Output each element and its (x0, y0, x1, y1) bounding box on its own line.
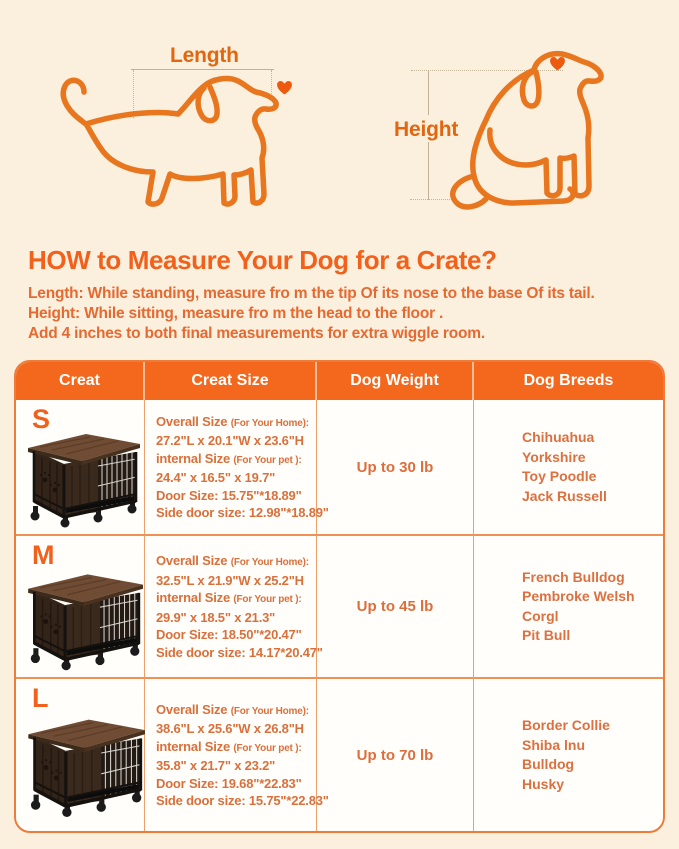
dog-weight-cell: Up to 45 lb (317, 536, 474, 679)
column-header-creat-size: Creat Size (145, 362, 317, 400)
page-title: HOW to Measure Your Dog for a Crate? (28, 245, 497, 275)
breed: Border Collie (522, 717, 610, 733)
crate-size-cell (145, 679, 329, 831)
breed: Pit Bull (522, 627, 571, 643)
instruction-length: Length: While standing, measure fro m the tip Of its nose to the base Of its tail. (28, 285, 595, 302)
door-size: Door Size: 19.68"*22.83" (156, 775, 302, 791)
size-letter: M (32, 540, 55, 570)
size-letter: L (32, 683, 49, 713)
overall-size-value: 27.2"L x 20.1"W x 23.6"H (156, 433, 304, 448)
crate-product-image (20, 568, 144, 672)
internal-size-paren: (For Your pet ): (233, 454, 302, 466)
side-door-size: Side door size: 12.98"*18.89" (156, 505, 329, 520)
dog-breeds-cell (474, 400, 663, 536)
internal-size-value: 29.9" x 18.5" x 21.3" (156, 609, 276, 625)
breed: Husky (522, 775, 565, 792)
overall-size-label: Overall Size (156, 553, 231, 568)
internal-size-value: 24.4" x 16.5" x 19.7" (156, 470, 276, 485)
crate-size-table (14, 360, 665, 833)
dog-weight-cell: Up to 70 lb (317, 679, 474, 831)
instruction-wiggle-room: Add 4 inches to both final measurements for extra wiggle room. (28, 325, 485, 342)
breed: Pembroke Welsh (522, 588, 635, 604)
side-door-size: Side door size: 15.75"*22.83" (156, 793, 329, 808)
door-size: Door Size: 15.75"*18.89" (156, 487, 302, 503)
sitting-dog-illustration (438, 48, 608, 213)
length-label: Length (170, 44, 239, 67)
heart-icon (276, 80, 293, 95)
overall-size-label: Overall Size (156, 413, 231, 429)
crate-cell (16, 536, 145, 679)
internal-size-label: internal Size (156, 738, 234, 754)
internal-size-value: 35.8" x 21.7" x 23.2" (156, 758, 276, 773)
dog-breeds-cell (474, 536, 663, 679)
standing-dog-illustration (58, 74, 306, 216)
heart-icon (549, 56, 566, 71)
internal-size-label: internal Size (156, 590, 234, 605)
dog-breeds-cell (474, 679, 663, 831)
column-header-creat: Creat (16, 362, 145, 400)
overall-size-label: Overall Size (156, 701, 231, 717)
side-door-size: Side door size: 14.17*20.47" (156, 644, 323, 660)
overall-size-value: 32.5"L x 21.9"W x 25.2"H (156, 572, 304, 588)
measuring-illustrations (0, 0, 679, 240)
internal-size-label: internal Size (156, 450, 234, 466)
breed: French Bulldog (522, 568, 625, 585)
crate-product-image (20, 428, 141, 529)
crate-cell (16, 679, 145, 831)
crate-size-cell (145, 400, 329, 536)
internal-size-paren: (For Your pet ): (233, 594, 302, 605)
length-measure-line (131, 69, 274, 70)
internal-size-paren: (For Your pet ): (233, 742, 302, 754)
breed: Shiba lnu (522, 736, 585, 753)
height-measure-line-upper (428, 71, 429, 115)
crate-size-cell (145, 536, 323, 679)
instruction-height: Height: While sitting, measure fro m the head to the floor . (28, 305, 444, 322)
height-label: Height (394, 118, 459, 141)
column-header-dog-breeds: Dog Breeds (474, 362, 663, 400)
breed: Bulldog (522, 756, 575, 772)
breed: Corgl (522, 607, 559, 624)
breed: Jack Russell (522, 487, 607, 504)
breed: Yorkshire (522, 448, 586, 465)
overall-size-paren: (For Your Home): (230, 705, 309, 717)
height-measure-line-lower (428, 142, 429, 200)
breed: Toy Poodle (522, 468, 597, 484)
overall-size-value: 38.6"L x 25.6"W x 26.8"H (156, 721, 304, 736)
overall-size-paren: (For Your Home): (230, 557, 309, 568)
crate-product-image (20, 713, 146, 819)
overall-size-paren: (For Your Home): (230, 417, 309, 429)
breed: Chihuahua (522, 429, 595, 445)
measuring-instructions (28, 284, 595, 344)
crate-cell (16, 400, 145, 536)
column-header-dog-weight: Dog Weight (317, 362, 474, 400)
door-size: Door Size: 18.50"*20.47" (156, 627, 302, 642)
size-letter: S (32, 404, 51, 434)
dog-weight-cell: Up to 30 lb (317, 400, 474, 536)
